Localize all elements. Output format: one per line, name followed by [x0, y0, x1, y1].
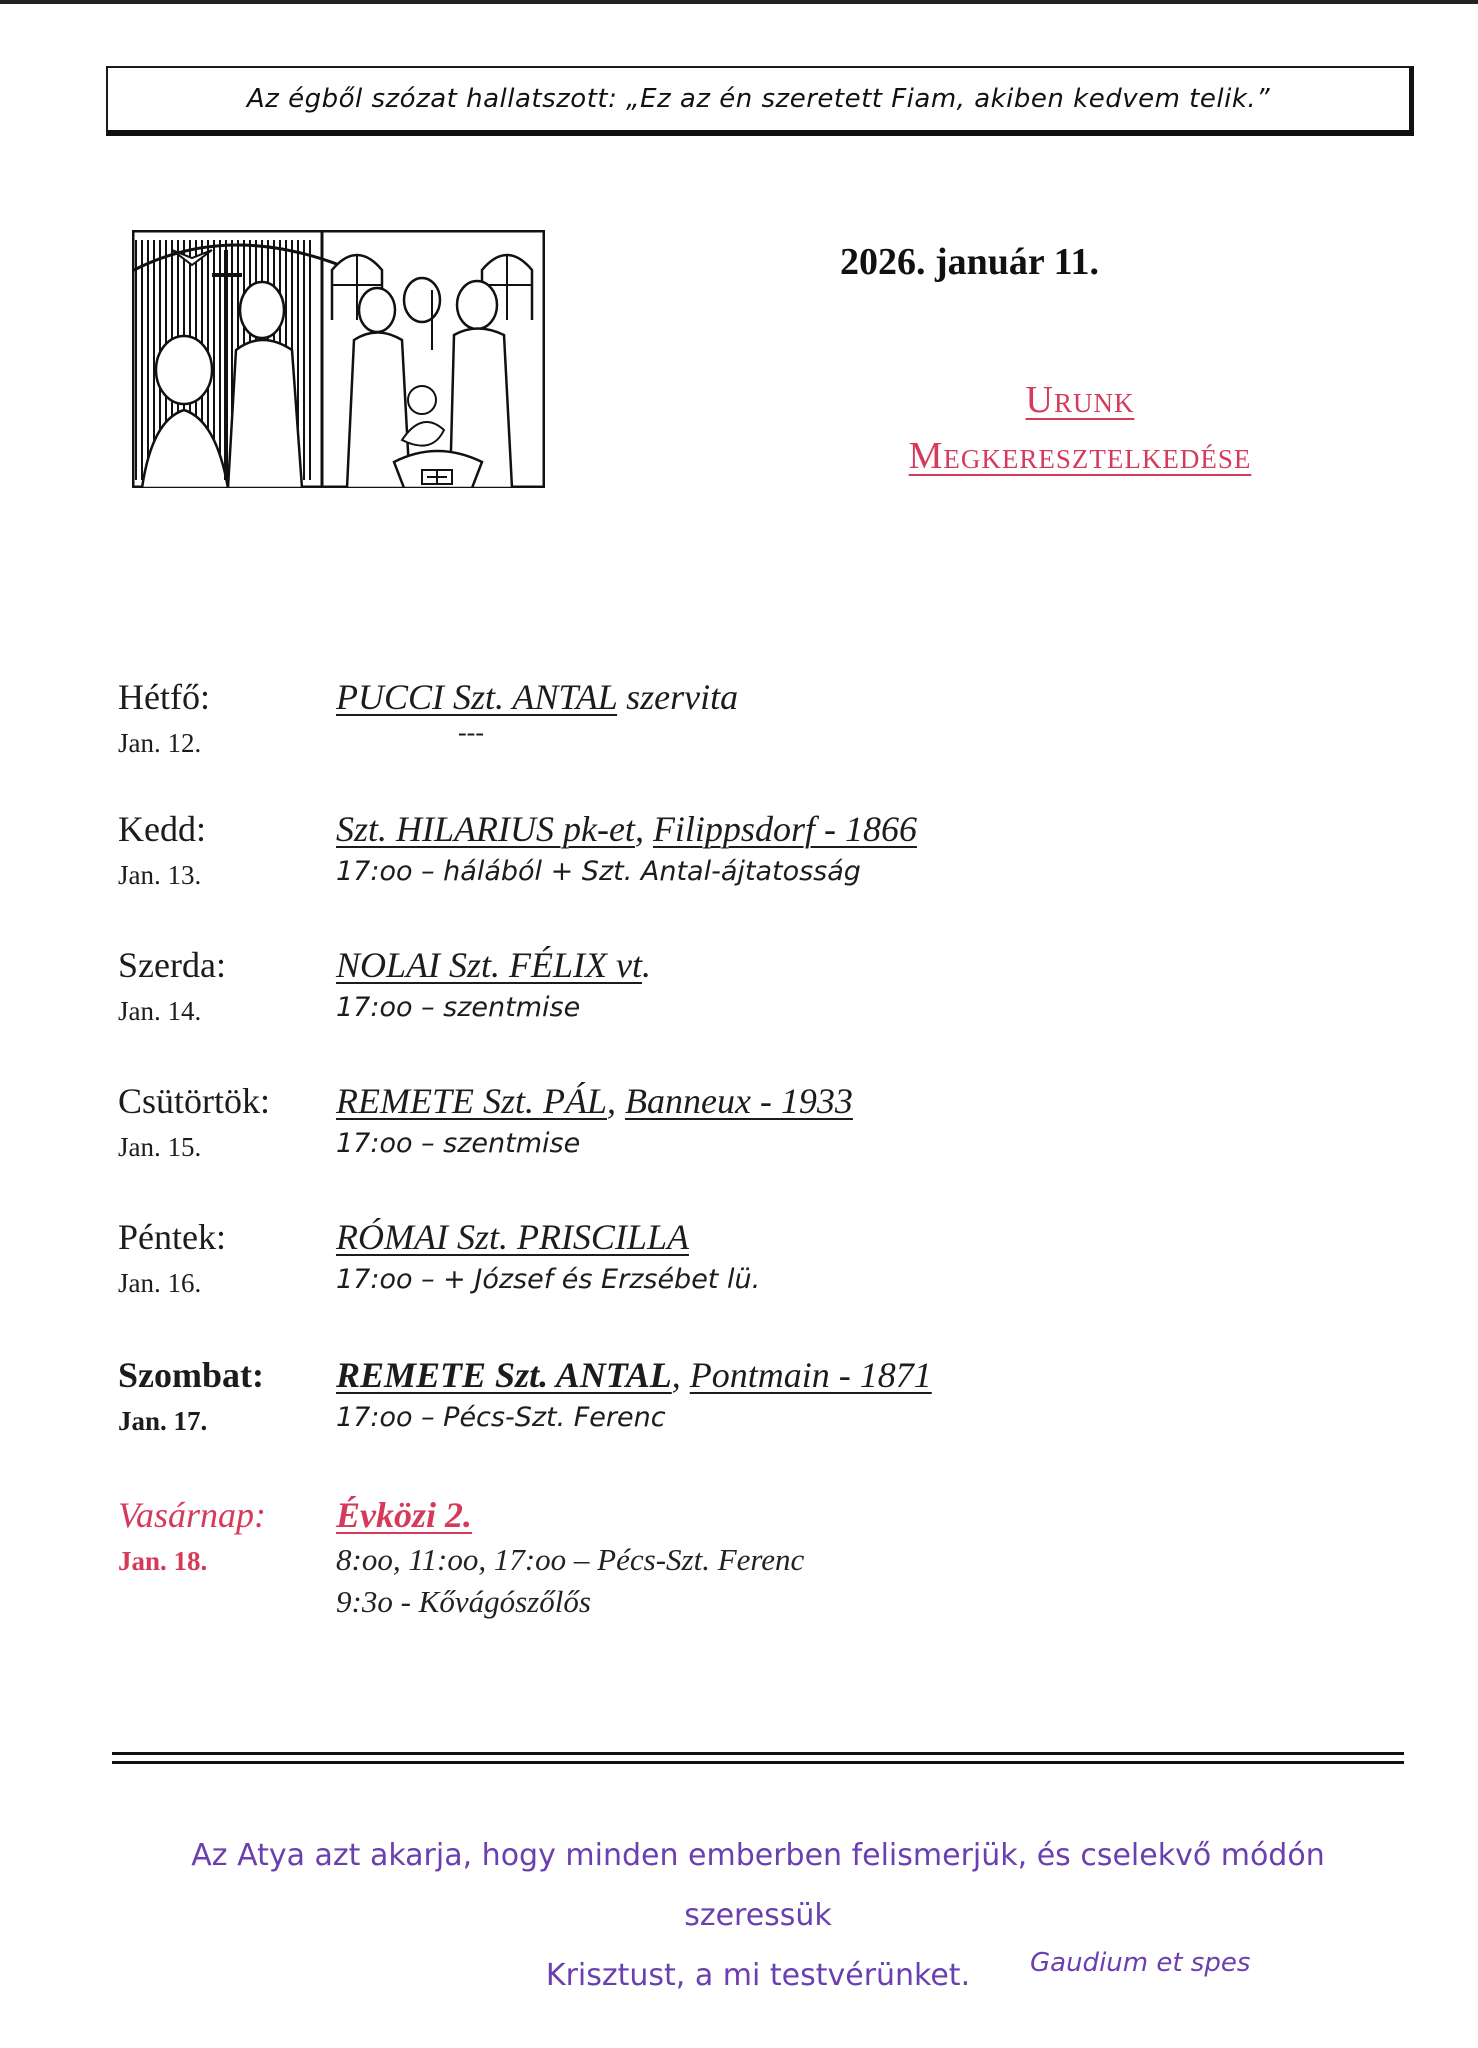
saint-of-day [336, 1354, 932, 1396]
saint-name: REMETE Szt. ANTAL [336, 1355, 672, 1395]
saint-of-day [336, 808, 917, 850]
program: 17:oo – + József és Erzsébet lü. [336, 1264, 761, 1295]
day-date: Jan. 17. [118, 1406, 208, 1436]
day-date: Jan. 12. [118, 728, 202, 758]
saint-of-day [336, 1080, 853, 1122]
day-date: Jan. 18. [118, 1546, 208, 1576]
day-name: Vasárnap: [118, 1495, 267, 1535]
apparition: Pontmain - 1871 [689, 1355, 932, 1395]
program: 17:oo – szentmise [336, 1128, 581, 1159]
day-name: Hétfő: [118, 677, 210, 717]
day-name: Szombat: [118, 1355, 264, 1395]
scan-top-edge [0, 0, 1478, 4]
footer-source: Gaudium et spes [1030, 1948, 1251, 1978]
day-date: Jan. 16. [118, 1268, 202, 1298]
saint-of-day [336, 1494, 472, 1536]
separator: , [606, 1081, 625, 1121]
saint-suffix: szervita [617, 677, 739, 717]
feast-title [820, 372, 1340, 484]
saint-name: Szt. HILARIUS pk-et [336, 809, 635, 849]
footer-divider [112, 1752, 1404, 1764]
header-quote: Az égből szózat hallatszott: „Ez az én szeretett Fiam, akiben kedvem telik.” [246, 84, 1271, 114]
saint-name: REMETE Szt. PÁL [336, 1081, 607, 1121]
separator: , [634, 809, 653, 849]
header-quote-box [106, 66, 1414, 136]
footer-quote-line2: Krisztust, a mi testvérünket. [545, 1958, 971, 1993]
footer-quote-line1: Az Atya azt akarja, hogy minden emberben felismerjük, és cselekvő módón szeressük [191, 1838, 1325, 1933]
baptism-illustration [132, 230, 545, 488]
day-name: Péntek: [118, 1217, 226, 1257]
day-date: Jan. 14. [118, 996, 202, 1026]
program: 17:oo – hálából + Szt. Antal-ájtatosság [336, 856, 861, 887]
program: 8:oo, 11:oo, 17:oo – Pécs-Szt. Ferenc [336, 1542, 805, 1577]
saint-name: PUCCI Szt. ANTAL [336, 677, 618, 717]
day-name: Kedd: [118, 809, 206, 849]
separator: , [671, 1355, 690, 1395]
saint-of-day [336, 1216, 689, 1258]
feast-title-line2: Megkeresztelkedése [908, 435, 1252, 477]
day-name: Csütörtök: [118, 1081, 271, 1121]
program: 17:oo – Pécs-Szt. Ferenc [336, 1402, 666, 1433]
day-name: Szerda: [118, 945, 226, 985]
saint-name: RÓMAI Szt. PRISCILLA [336, 1217, 689, 1257]
saint-suffix: . [641, 945, 651, 985]
program: 17:oo – szentmise [336, 992, 581, 1023]
feast-title-line1: Urunk [1025, 379, 1135, 421]
saint-name: NOLAI Szt. FÉLIX vt [336, 945, 642, 985]
apparition: Banneux - 1933 [624, 1081, 853, 1121]
footer-quote [118, 1826, 1398, 2006]
program-second: 9:3o - Kővágószőlős [336, 1584, 591, 1619]
saint-of-day [336, 676, 738, 718]
apparition: Filippsdorf - 1866 [652, 809, 917, 849]
day-date: Jan. 13. [118, 860, 202, 890]
day-date: Jan. 15. [118, 1132, 202, 1162]
saint-of-day [336, 944, 651, 986]
program: --- [458, 718, 484, 747]
bulletin-date: 2026. január 11. [840, 241, 1100, 283]
liturgical-sunday: Évközi 2. [336, 1495, 473, 1535]
